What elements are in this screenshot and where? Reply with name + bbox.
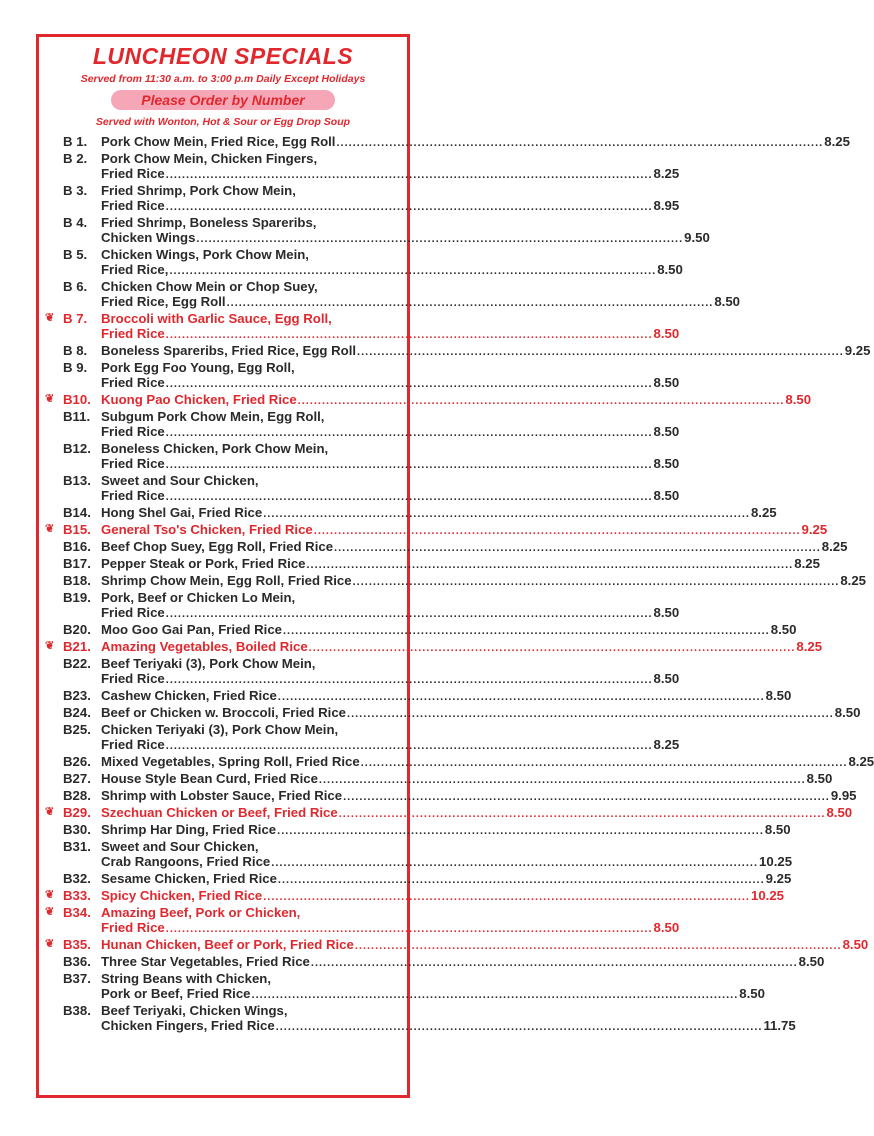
dot-leader: ........................................................................................................................ <box>263 891 750 903</box>
item-line-with-price <box>101 262 683 277</box>
menu-item <box>39 754 874 769</box>
item-price: 8.50 <box>764 822 791 837</box>
item-price: 8.50 <box>785 392 812 407</box>
item-description: Fried Rice <box>101 424 165 439</box>
dot-leader: ........................................................................................................................ <box>313 525 801 537</box>
item-description: Fried Rice <box>101 375 165 390</box>
item-line <box>101 215 400 230</box>
item-price: 8.25 <box>796 639 823 654</box>
item-description: Chicken Chow Mein or Chop Suey, <box>101 279 318 294</box>
spicy-icon: ❦ <box>45 889 55 901</box>
item-price: 8.50 <box>653 326 680 341</box>
item-number: B23. <box>63 688 91 703</box>
item-description: Fried Rice <box>101 671 165 686</box>
item-price: 10.25 <box>751 888 785 903</box>
item-description: Pepper Steak or Pork, Fried Rice <box>101 556 306 571</box>
item-description: Moo Goo Gai Pan, Fried Rice <box>101 622 282 637</box>
item-price: 8.50 <box>714 294 740 309</box>
menu-item <box>39 151 680 181</box>
item-line-with-price <box>101 671 680 686</box>
menu-item <box>39 937 869 952</box>
item-description: Subgum Pork Chow Mein, Egg Roll, <box>101 409 325 424</box>
menu-item <box>39 311 680 341</box>
menu-item <box>39 522 828 537</box>
item-description: Beef Teriyaki, Chicken Wings, <box>101 1003 288 1018</box>
item-line-with-price <box>101 754 874 769</box>
menu-item <box>39 409 680 439</box>
item-price: 8.25 <box>794 556 820 571</box>
item-line <box>101 360 400 375</box>
item-line <box>101 311 400 326</box>
item-description: Crab Rangoons, Fried Rice <box>101 854 271 869</box>
item-line-with-price <box>101 505 777 520</box>
item-line-with-price <box>101 294 740 309</box>
spicy-icon: ❦ <box>45 906 55 918</box>
item-number: B29. <box>63 805 91 820</box>
item-number: B 9. <box>63 360 88 375</box>
item-price: 9.25 <box>844 343 871 358</box>
item-line-with-price <box>101 888 785 903</box>
item-number: B11. <box>63 409 91 424</box>
item-description: Pork Chow Mein, Chicken Fingers, <box>101 151 318 166</box>
item-line <box>101 151 400 166</box>
item-number: B36. <box>63 954 91 969</box>
item-line <box>101 905 400 920</box>
item-number: B28. <box>63 788 91 803</box>
spicy-icon: ❦ <box>45 806 55 818</box>
spicy-icon: ❦ <box>45 393 55 405</box>
hours-subtitle: Served from 11:30 a.m. to 3:00 p.m Daily Except Holidays <box>80 73 366 85</box>
dot-leader: ........................................................................................................................ <box>251 989 739 1001</box>
item-price: 8.50 <box>739 986 765 1001</box>
item-line-with-price <box>101 622 797 637</box>
item-price: 9.50 <box>684 230 710 245</box>
item-description: Cashew Chicken, Fried Rice <box>101 688 277 703</box>
menu-item <box>39 771 833 786</box>
item-line-with-price <box>101 605 680 620</box>
item-line-with-price <box>101 788 857 803</box>
dot-leader: ........................................................................................................................ <box>271 857 759 869</box>
item-line-with-price <box>101 343 871 358</box>
menu-item <box>39 473 680 503</box>
item-description: Pork, Beef or Chicken Lo Mein, <box>101 590 296 605</box>
item-line <box>101 590 400 605</box>
item-number: B31. <box>63 839 91 854</box>
item-number: B27. <box>63 771 91 786</box>
item-number: B16. <box>63 539 91 554</box>
item-description: Beef Teriyaki (3), Pork Chow Mein, <box>101 656 316 671</box>
dot-leader: ........................................................................................................................ <box>263 508 750 520</box>
menu-item <box>39 656 680 686</box>
item-number: B37. <box>63 971 91 986</box>
item-line-with-price <box>101 871 792 886</box>
item-description: Fried Rice, <box>101 262 169 277</box>
item-number: B35. <box>63 937 91 952</box>
menu-item <box>39 247 683 277</box>
menu-item <box>39 556 820 571</box>
item-description: Fried Rice <box>101 456 165 471</box>
menu-item <box>39 971 765 1001</box>
item-description: Fried Rice, Egg Roll <box>101 294 226 309</box>
served-with-note: Served with Wonton, Hot & Sour or Egg Drop Soup <box>95 116 351 128</box>
item-description: Fried Shrimp, Pork Chow Mein, <box>101 183 296 198</box>
item-line-with-price <box>101 488 680 503</box>
menu-item <box>39 871 792 886</box>
menu-item <box>39 805 853 820</box>
item-line-with-price <box>101 986 765 1001</box>
item-number: B10. <box>63 392 91 407</box>
menu-item <box>39 539 848 554</box>
dot-leader: ........................................................................................................................ <box>310 957 798 969</box>
menu-item <box>39 134 850 149</box>
item-description: Pork Egg Foo Young, Egg Roll, <box>101 360 295 375</box>
item-line <box>101 1003 400 1018</box>
menu-item <box>39 705 861 720</box>
dot-leader: ........................................................................................................................ <box>306 559 794 571</box>
dot-leader: ........................................................................................................................ <box>165 201 653 213</box>
item-line-with-price <box>101 573 867 588</box>
item-number: B18. <box>63 573 91 588</box>
item-price: 8.25 <box>750 505 777 520</box>
item-description: Beef or Chicken w. Broccoli, Fried Rice <box>101 705 347 720</box>
item-line-with-price <box>101 688 792 703</box>
item-description: Fried Shrimp, Boneless Spareribs, <box>101 215 317 230</box>
item-price: 8.50 <box>653 488 680 503</box>
item-description: Fried Rice <box>101 920 165 935</box>
menu-item <box>39 590 680 620</box>
menu-item <box>39 639 823 654</box>
dot-leader: ........................................................................................................................ <box>277 874 765 886</box>
item-price: 8.25 <box>821 539 848 554</box>
dot-leader: ........................................................................................................................ <box>352 576 840 588</box>
dot-leader: ........................................................................................................................ <box>165 329 653 341</box>
dot-leader: ........................................................................................................................ <box>165 459 653 471</box>
item-number: B32. <box>63 871 91 886</box>
dot-leader: ........................................................................................................................ <box>360 757 848 769</box>
menu-item <box>39 343 871 358</box>
menu-item <box>39 839 793 869</box>
item-price: 8.50 <box>842 937 869 952</box>
item-description: General Tso's Chicken, Fried Rice <box>101 522 313 537</box>
item-line <box>101 409 400 424</box>
item-number: B 2. <box>63 151 88 166</box>
item-price: 8.25 <box>824 134 850 149</box>
item-price: 8.50 <box>653 920 680 935</box>
item-description: Pork or Beef, Fried Rice <box>101 986 251 1001</box>
item-description: String Beans with Chicken, <box>101 971 272 986</box>
menu-item <box>39 788 857 803</box>
item-line-with-price <box>101 737 680 752</box>
menu-panel <box>36 34 874 1098</box>
dot-leader: ........................................................................................................................ <box>308 642 796 654</box>
menu-title: LUNCHEON SPECIALS <box>92 43 354 69</box>
menu-list <box>39 134 874 1035</box>
item-number: B 6. <box>63 279 88 294</box>
spicy-icon: ❦ <box>45 640 55 652</box>
menu-item <box>39 183 680 213</box>
item-description: Sweet and Sour Chicken, <box>101 839 259 854</box>
menu-item <box>39 1003 796 1033</box>
item-price: 11.75 <box>763 1018 796 1033</box>
item-description: Shrimp with Lobster Sauce, Fried Rice <box>101 788 343 803</box>
menu-item <box>39 215 710 245</box>
dot-leader: ........................................................................................................................ <box>277 825 764 837</box>
item-number: B38. <box>63 1003 91 1018</box>
dot-leader: ........................................................................................................................ <box>165 608 653 620</box>
item-line <box>101 473 400 488</box>
item-description: Boneless Chicken, Pork Chow Mein, <box>101 441 329 456</box>
item-description: Shrimp Chow Mein, Egg Roll, Fried Rice <box>101 573 352 588</box>
item-price: 8.50 <box>657 262 683 277</box>
item-description: Beef Chop Suey, Egg Roll, Fried Rice <box>101 539 334 554</box>
menu-item <box>39 392 812 407</box>
item-description: Chicken Wings, Pork Chow Mein, <box>101 247 309 262</box>
item-line <box>101 971 400 986</box>
item-description: Fried Rice <box>101 166 165 181</box>
item-price: 8.50 <box>653 456 680 471</box>
item-price: 9.25 <box>801 522 828 537</box>
item-description: Fried Rice <box>101 326 165 341</box>
item-line-with-price <box>101 424 680 439</box>
item-number: B 7. <box>63 311 88 326</box>
dot-leader: ........................................................................................................................ <box>277 691 765 703</box>
item-line-with-price <box>101 392 812 407</box>
item-line-with-price <box>101 198 680 213</box>
item-price: 8.50 <box>770 622 797 637</box>
menu-item <box>39 622 797 637</box>
item-price: 8.95 <box>653 198 680 213</box>
item-price: 8.25 <box>848 754 874 769</box>
menu-item <box>39 954 825 969</box>
item-line-with-price <box>101 230 710 245</box>
item-number: B20. <box>63 622 91 637</box>
item-line-with-price <box>101 522 828 537</box>
item-price: 8.50 <box>765 688 792 703</box>
menu-item <box>39 279 740 309</box>
item-line-with-price <box>101 1018 796 1033</box>
dot-leader: ........................................................................................................................ <box>165 427 653 439</box>
item-number: B24. <box>63 705 91 720</box>
item-line <box>101 656 400 671</box>
spicy-icon: ❦ <box>45 523 55 535</box>
dot-leader: ........................................................................................................................ <box>196 233 684 245</box>
item-line-with-price <box>101 954 825 969</box>
menu-item <box>39 888 785 903</box>
item-description: House Style Bean Curd, Fried Rice <box>101 771 318 786</box>
item-description: Fried Rice <box>101 198 165 213</box>
item-description: Chicken Teriyaki (3), Pork Chow Mein, <box>101 722 339 737</box>
order-by-number-banner <box>39 90 407 110</box>
dot-leader: ........................................................................................................................ <box>338 808 826 820</box>
item-description: Chicken Fingers, Fried Rice <box>101 1018 275 1033</box>
item-number: B26. <box>63 754 91 769</box>
item-description: Fried Rice <box>101 737 165 752</box>
item-price: 8.50 <box>653 375 680 390</box>
item-price: 8.50 <box>653 671 680 686</box>
item-line-with-price <box>101 854 793 869</box>
item-line <box>101 441 400 456</box>
item-number: B14. <box>63 505 91 520</box>
item-description: Mixed Vegetables, Spring Roll, Fried Rice <box>101 754 360 769</box>
item-line-with-price <box>101 920 680 935</box>
item-description: Sesame Chicken, Fried Rice <box>101 871 277 886</box>
item-line <box>101 839 400 854</box>
item-price: 8.50 <box>806 771 833 786</box>
item-description: Hunan Chicken, Beef or Pork, Fried Rice <box>101 937 354 952</box>
dot-leader: ........................................................................................................................ <box>165 169 653 181</box>
menu-item <box>39 441 680 471</box>
item-description: Amazing Beef, Pork or Chicken, <box>101 905 301 920</box>
item-description: Fried Rice <box>101 488 165 503</box>
item-price: 8.25 <box>653 737 680 752</box>
item-description: Sweet and Sour Chicken, <box>101 473 259 488</box>
menu-item <box>39 722 680 752</box>
item-line <box>101 183 400 198</box>
item-number: B 3. <box>63 183 88 198</box>
menu-item <box>39 573 867 588</box>
item-line-with-price <box>101 456 680 471</box>
item-line-with-price <box>101 805 853 820</box>
item-number: B22. <box>63 656 91 671</box>
menu-item <box>39 822 791 837</box>
menu-item <box>39 688 792 703</box>
item-number: B33. <box>63 888 91 903</box>
item-price: 9.95 <box>830 788 857 803</box>
item-number: B21. <box>63 639 91 654</box>
item-price: 8.25 <box>840 573 867 588</box>
dot-leader: ........................................................................................................................ <box>169 265 657 277</box>
dot-leader: ........................................................................................................................ <box>165 491 653 503</box>
item-line-with-price <box>101 705 861 720</box>
item-line-with-price <box>101 937 869 952</box>
item-line-with-price <box>101 134 850 149</box>
item-description: Szechuan Chicken or Beef, Fried Rice <box>101 805 338 820</box>
item-number: B 8. <box>63 343 88 358</box>
dot-leader: ........................................................................................................................ <box>275 1021 763 1033</box>
item-number: B34. <box>63 905 91 920</box>
item-price: 10.25 <box>759 854 793 869</box>
menu-item <box>39 360 680 390</box>
item-line-with-price <box>101 326 680 341</box>
item-line-with-price <box>101 556 820 571</box>
dot-leader: ........................................................................................................................ <box>354 940 842 952</box>
menu-item <box>39 505 777 520</box>
item-description: Kuong Pao Chicken, Fried Rice <box>101 392 297 407</box>
item-line-with-price <box>101 822 791 837</box>
dot-leader: ........................................................................................................................ <box>165 674 653 686</box>
order-by-number-label: Please Order by Number <box>111 90 334 110</box>
item-line-with-price <box>101 375 680 390</box>
dot-leader: ........................................................................................................................ <box>347 708 834 720</box>
menu-item <box>39 905 680 935</box>
item-number: B30. <box>63 822 91 837</box>
item-description: Spicy Chicken, Fried Rice <box>101 888 263 903</box>
item-number: B15. <box>63 522 91 537</box>
spicy-icon: ❦ <box>45 938 55 950</box>
item-number: B19. <box>63 590 91 605</box>
item-description: Chicken Wings <box>101 230 196 245</box>
item-description: Amazing Vegetables, Boiled Rice <box>101 639 308 654</box>
item-line <box>101 722 400 737</box>
dot-leader: ........................................................................................................................ <box>318 774 806 786</box>
item-number: B12. <box>63 441 91 456</box>
item-description: Broccoli with Garlic Sauce, Egg Roll, <box>101 311 332 326</box>
item-number: B 4. <box>63 215 88 230</box>
dot-leader: ........................................................................................................................ <box>336 137 824 149</box>
dot-leader: ........................................................................................................................ <box>165 923 653 935</box>
item-price: 8.50 <box>653 605 680 620</box>
item-price: 9.25 <box>765 871 792 886</box>
dot-leader: ........................................................................................................................ <box>343 791 830 803</box>
dot-leader: ........................................................................................................................ <box>334 542 821 554</box>
item-number: B 5. <box>63 247 88 262</box>
item-description: Boneless Spareribs, Fried Rice, Egg Roll <box>101 343 357 358</box>
dot-leader: ........................................................................................................................ <box>283 625 770 637</box>
item-line-with-price <box>101 639 823 654</box>
dot-leader: ........................................................................................................................ <box>165 740 653 752</box>
item-description: Shrimp Har Ding, Fried Rice <box>101 822 277 837</box>
dot-leader: ........................................................................................................................ <box>297 395 785 407</box>
item-number: B 1. <box>63 134 88 149</box>
spicy-icon: ❦ <box>45 312 55 324</box>
dot-leader: ........................................................................................................................ <box>165 378 653 390</box>
item-line-with-price <box>101 539 848 554</box>
item-price: 8.50 <box>834 705 861 720</box>
item-price: 8.50 <box>826 805 853 820</box>
item-price: 8.25 <box>653 166 680 181</box>
item-number: B25. <box>63 722 91 737</box>
item-line-with-price <box>101 771 833 786</box>
item-price: 8.50 <box>653 424 680 439</box>
item-price: 8.50 <box>798 954 825 969</box>
item-number: B13. <box>63 473 91 488</box>
item-number: B17. <box>63 556 91 571</box>
item-description: Pork Chow Mein, Fried Rice, Egg Roll <box>101 134 336 149</box>
item-line-with-price <box>101 166 680 181</box>
item-description: Three Star Vegetables, Fried Rice <box>101 954 310 969</box>
item-line <box>101 247 400 262</box>
dot-leader: ........................................................................................................................ <box>357 346 844 358</box>
item-description: Fried Rice <box>101 605 165 620</box>
item-description: Hong Shel Gai, Fried Rice <box>101 505 263 520</box>
item-line <box>101 279 400 294</box>
dot-leader: ........................................................................................................................ <box>226 297 714 309</box>
